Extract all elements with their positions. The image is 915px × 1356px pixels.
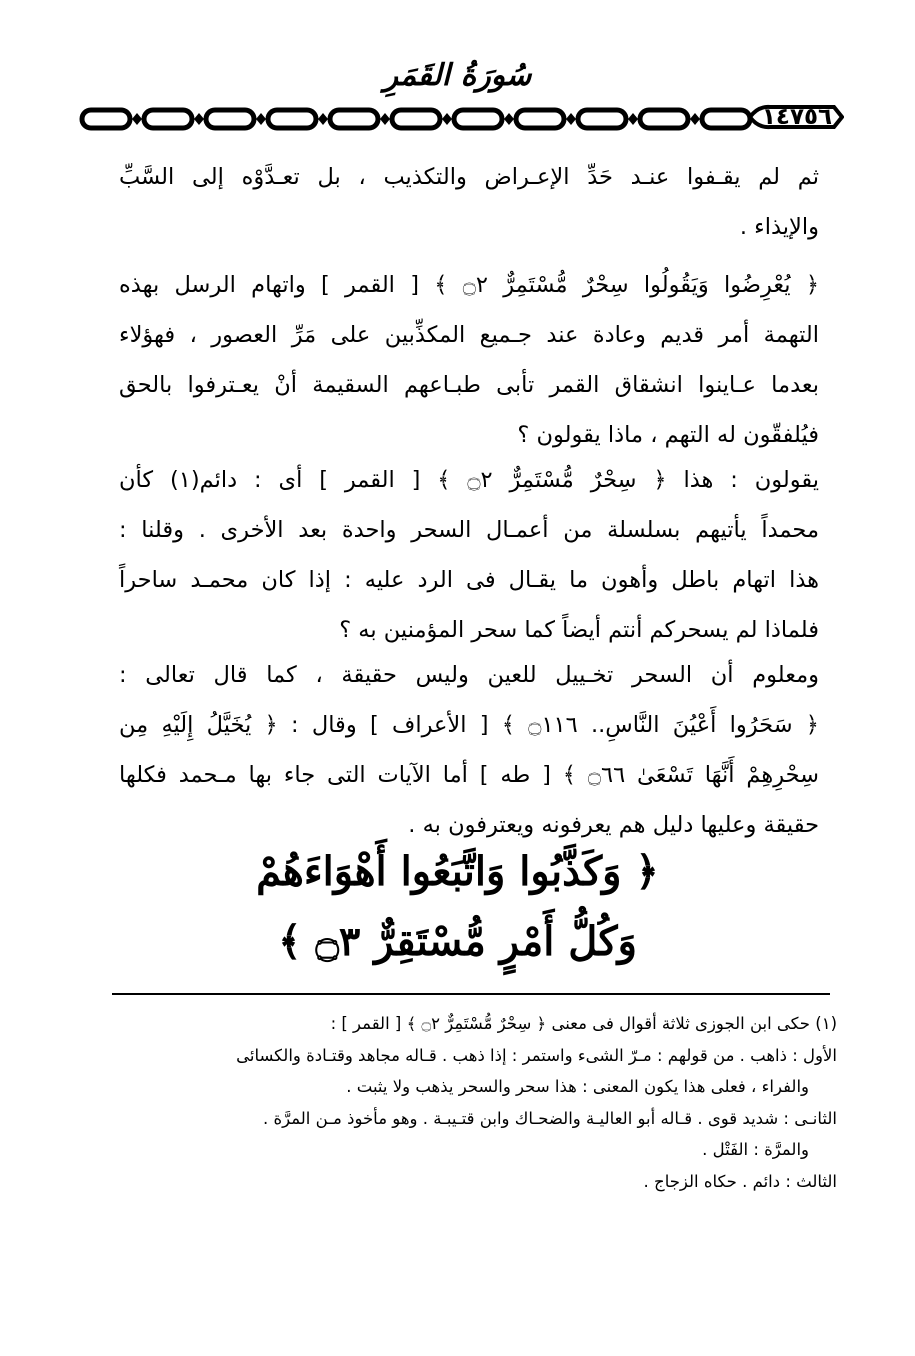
text-line: محمداً يأتيهم بسلسلة من أعمـال السحر واحدة بعد الأخرى . وقلنا : — [119, 517, 819, 543]
paragraph-4 — [119, 650, 819, 850]
text-line: ومعلوم أن السحر تخـييل للعين وليس حقيقة ، كما قال تعالى : — [119, 662, 819, 688]
paragraph-2 — [119, 260, 819, 460]
footnote-line: (١) حكى ابن الجوزى ثلاثة أقوال فى معنى ﴿ سِحْرٌ مُّسْتَمِرٌّ ۝٢ ﴾ [ القمر ] : — [330, 1014, 837, 1033]
text-line: ﴿ يُعْرِضُوا وَيَقُولُوا سِحْرٌ مُّسْتَمِرٌّ ۝٢ ﴾ [ القمر ] واتهام الرسل بهذه — [119, 272, 819, 298]
decorative-border-icon — [78, 104, 753, 134]
footnote-line: الثالث : دائم . حكاه الزجاج . — [643, 1171, 837, 1191]
text-line: فيُلفقّون له التهم ، ماذا يقولون ؟ — [517, 422, 819, 448]
text-line: يقولون : هذا ﴿ سِحْرٌ مُّسْتَمِرٌّ ۝٢ ﴾ [ القمر ] أى : دائم(١) كأن — [119, 467, 819, 493]
footnote-line: والمرَّة : الفَتْل . — [702, 1140, 809, 1159]
text-line: حقيقة وعليها دليل هم يعرفونه ويعترفون به . — [408, 812, 819, 838]
text-line: سِحْرِهِمْ أَنَّهَا تَسْعَىٰ ۝٦٦ ﴾ [ طه ] أما الآيات التى جاء بها مـحمد فكلها — [119, 762, 820, 788]
footnote-line: والفراء ، فعلى هذا يكون المعنى : هذا سحر والسحر يذهب ولا يثبت . — [346, 1077, 809, 1096]
text-line: هذا اتهام باطل وأهون ما يقـال فى الرد عليه : إذا كان محمـد ساحراً — [119, 567, 819, 593]
page-number: ١٤٧٥٦ — [761, 104, 833, 130]
footnotes — [107, 1008, 837, 1197]
quran-verse-line-1: ﴿ وَكَذَّبُوا وَاتَّبَعُوا أَهْوَاءَهُمْ — [256, 848, 659, 895]
text-line: التهمة أمر قديم وعادة عند جـميع المكذِّبين على مَرِّ العصور ، فهؤلاء — [119, 322, 819, 348]
footnote-line: الأول : ذاهب . من قولهم : مـرّ الشىء واستمر : إذا ذهب . قـاله مجاهد وقتـادة والكسائى — [236, 1045, 837, 1065]
paragraph-3 — [119, 455, 819, 655]
footnote-divider — [112, 993, 830, 995]
text-line: ﴿ سَحَرُوا أَعْيُنَ النَّاسِ.. ۝١١٦ ﴾ [ الأعراف ] وقال : ﴿ يُخَيَّلُ إِلَيْهِ مِن — [119, 712, 819, 738]
surah-title: سُورَةُ القَمَرِ — [383, 58, 532, 93]
quran-verse-line-2: وَكُلُّ أَمْرٍ مُّسْتَقِرٌّ ۝٣ ﴾ — [278, 918, 637, 965]
text-line: ثم لم يقـفوا عنـد حَدِّ الإعـراض والتكذيب ، بل تعـدَّوْه إلى السَّبِّ — [119, 164, 819, 190]
footnote-line: الثانـى : شديد قوى . قـاله أبو العاليـة والضحـاك وابن قتـيبـة . وهو مأخوذ مـن المرَّة . — [263, 1108, 837, 1128]
text-line: فلماذا لم يسحركم أنتم أيضاً كما سحر المؤمنين به ؟ — [339, 617, 819, 643]
text-line: والإيذاء . — [739, 214, 819, 240]
text-line: بعدما عـاينوا انشقاق القمر تأبى طبـاعهم السقيمة أنْ يعـترفوا بالحق — [119, 372, 819, 398]
paragraph-1 — [119, 152, 819, 252]
